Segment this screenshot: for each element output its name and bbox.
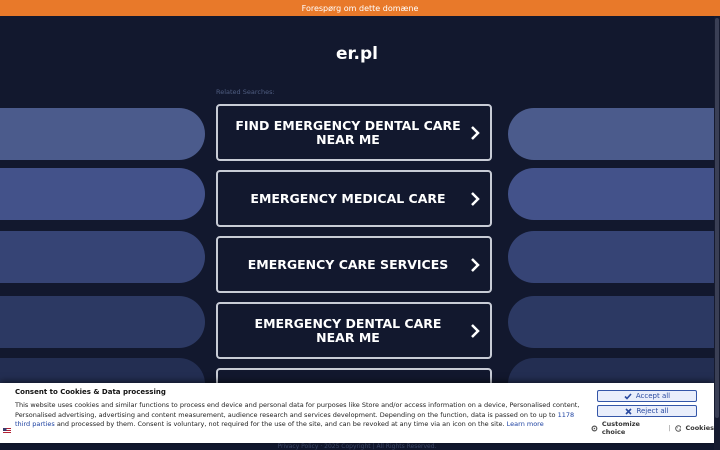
scrollbar[interactable] bbox=[714, 16, 720, 450]
decor-pill bbox=[508, 168, 720, 220]
chevron-right-icon bbox=[470, 257, 480, 273]
reject-all-button[interactable] bbox=[597, 405, 697, 417]
reject-all-label: Reject all bbox=[636, 407, 669, 415]
decor-pill bbox=[508, 231, 720, 283]
related-link-label: EMERGENCY MEDICAL CARE bbox=[250, 190, 446, 206]
consent-description bbox=[15, 401, 585, 430]
banner-text: Forespørg om dette domæne bbox=[301, 3, 419, 13]
cookie-consent-banner bbox=[0, 383, 714, 443]
learn-more-link[interactable]: Learn more bbox=[506, 420, 544, 429]
consent-text-part2: and processed by them. Consent is voluntary, not required for the use of the site, and can be revoked at any time via an icon on the site. bbox=[54, 420, 505, 429]
third-parties-link[interactable]: 1178 third parties bbox=[15, 410, 575, 429]
decor-pill bbox=[508, 108, 720, 160]
link-separator: | bbox=[668, 424, 671, 432]
scrollbar-thumb[interactable] bbox=[715, 18, 719, 418]
consent-title: Consent to Cookies & Data processing bbox=[15, 388, 166, 396]
customize-choice-link[interactable]: Customize choice bbox=[601, 420, 640, 436]
related-link-4[interactable] bbox=[216, 302, 492, 359]
chevron-right-icon bbox=[470, 125, 480, 141]
related-link-label: FIND EMERGENCY DENTAL CARE NEAR ME bbox=[235, 117, 461, 147]
related-link-label: EMERGENCY DENTAL CARE NEAR ME bbox=[254, 315, 442, 345]
site-title: er.pl bbox=[336, 44, 378, 64]
close-icon bbox=[625, 408, 632, 415]
related-link-label: EMERGENCY CARE SERVICES bbox=[247, 256, 449, 272]
decor-pill bbox=[508, 296, 720, 348]
cookies-link[interactable]: Cookies bbox=[685, 424, 715, 432]
related-searches-label: Related Searches: bbox=[216, 88, 275, 96]
gear-icon bbox=[591, 425, 598, 432]
decor-pill bbox=[0, 231, 205, 283]
decor-pill bbox=[0, 168, 205, 220]
accept-all-label: Accept all bbox=[635, 392, 671, 400]
related-link-1[interactable] bbox=[216, 104, 492, 161]
chevron-right-icon bbox=[470, 323, 480, 339]
consent-secondary-links bbox=[591, 420, 714, 436]
check-icon bbox=[624, 393, 632, 400]
decor-pill bbox=[0, 296, 205, 348]
related-link-2[interactable] bbox=[216, 170, 492, 227]
cookie-icon bbox=[675, 425, 682, 432]
related-link-3[interactable] bbox=[216, 236, 492, 293]
chevron-right-icon bbox=[470, 191, 480, 207]
flag-icon[interactable] bbox=[3, 428, 11, 434]
accept-all-button[interactable] bbox=[597, 390, 697, 402]
consent-text-part1: This website uses cookies and similar functions to process end device and personal data for purposes like Store and/or access information on a device, Personalised content, Personalised advertising, advertising and content measurement, audience research and services development. Depending on the function, data is passed on to up to bbox=[15, 401, 580, 419]
decor-pill bbox=[0, 108, 205, 160]
domain-inquiry-banner[interactable] bbox=[0, 0, 720, 16]
footer-text: Privacy Policy · 2025 Copyright | All Rights Reserved. bbox=[277, 443, 437, 450]
